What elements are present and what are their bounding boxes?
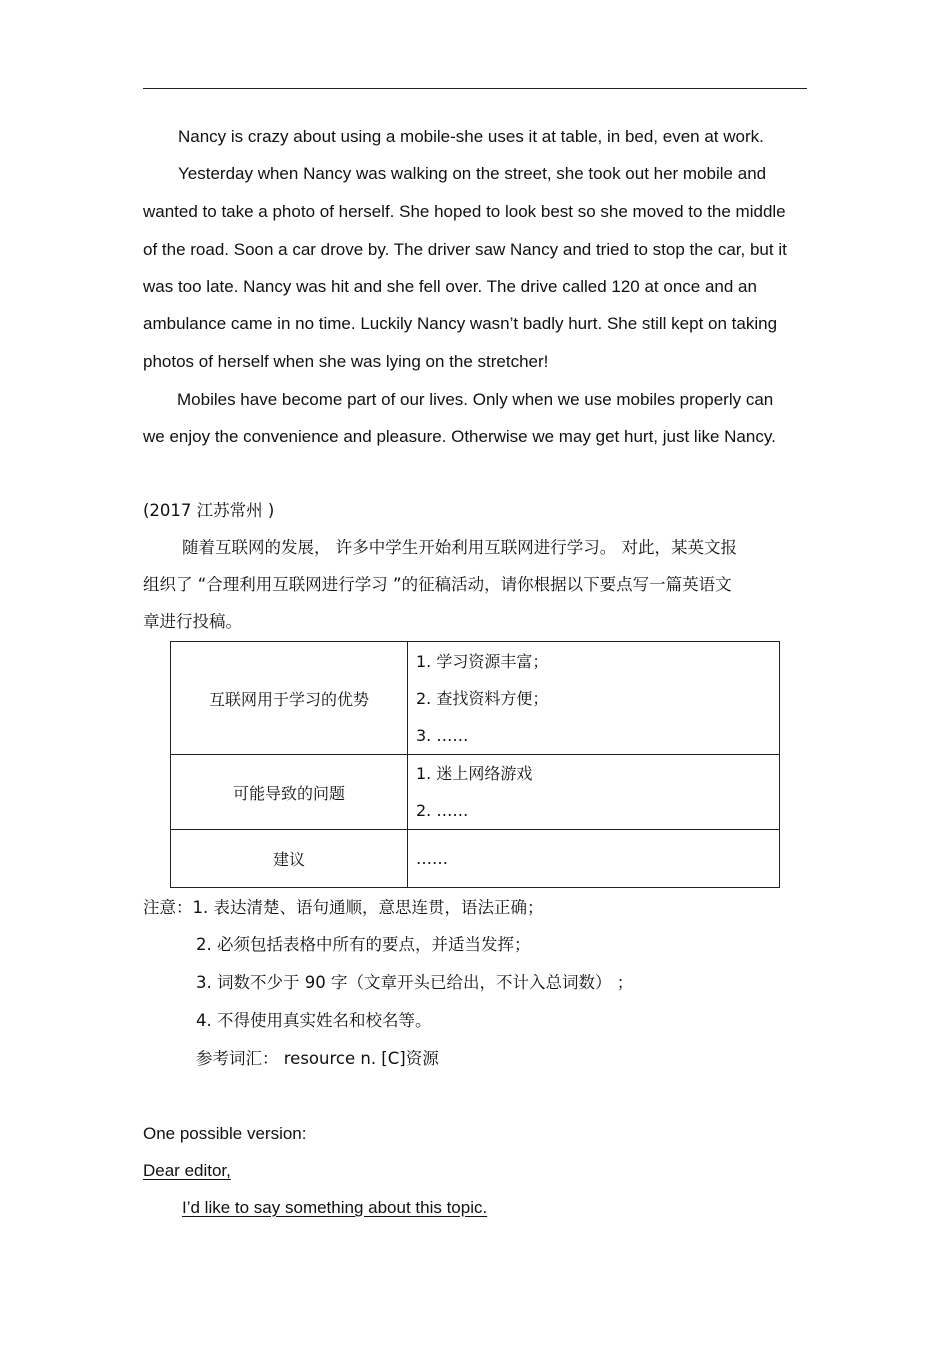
list-item: 2. 查找资料方便； (416, 688, 549, 708)
list-item: 2. …… (416, 801, 469, 820)
note-1: 注意：1. 表达清楚、语句通顺，意思连贯，语法正确； (143, 898, 544, 917)
task-source: (2017 江苏常州 ) (143, 501, 275, 520)
answer-salutation: Dear editor, (143, 1161, 231, 1180)
passage-paragraph-2-line-6: photos of herself when she was lying on the stretcher! (143, 352, 549, 371)
table-row-label: 可能导致的问题 (171, 755, 408, 830)
requirements-table (170, 641, 780, 888)
passage-paragraph-2-line-4: was too late. Nancy was hit and she fell over. The drive called 120 at once and an (143, 277, 757, 296)
passage-paragraph-3-line-1: Mobiles have become part of our lives. Only when we use mobiles properly can (177, 390, 774, 409)
table-row-label: 互联网用于学习的优势 (171, 642, 408, 755)
note-4: 4. 不得使用真实姓名和校名等。 (196, 1011, 432, 1030)
passage-paragraph-3-line-2: we enjoy the convenience and pleasure. Otherwise we may get hurt, just like Nancy. (143, 427, 776, 446)
table-row-items (408, 642, 780, 755)
task-intro-line-2: 组织了 “合理利用互联网进行学习 ”的征稿活动，请你根据以下要点写一篇英语文 (143, 575, 732, 594)
table-row-label: 建议 (171, 830, 408, 888)
answer-opening: I’d like to say something about this topic. (182, 1198, 488, 1217)
task-intro-line-3: 章进行投稿。 (143, 612, 242, 631)
passage-paragraph-1: Nancy is crazy about using a mobile-she uses it at table, in bed, even at work. (178, 127, 764, 146)
answer-heading: One possible version: (143, 1124, 307, 1143)
passage-paragraph-2-line-5: ambulance came in no time. Luckily Nancy wasn’t badly hurt. She still kept on taking (143, 314, 778, 333)
vocabulary-note: 参考词汇： resource n. [C]资源 (196, 1049, 439, 1068)
task-intro-line-1: 随着互联网的发展， 许多中学生开始利用互联网进行学习。 对此，某英文报 (182, 538, 737, 557)
table-row-items (408, 830, 780, 888)
header-rule (143, 88, 807, 89)
passage-paragraph-2-line-2: wanted to take a photo of herself. She hoped to look best so she moved to the middle (143, 202, 786, 221)
table-row (171, 830, 780, 888)
list-item: …… (416, 849, 448, 868)
list-item: 1. 迷上网络游戏 (416, 764, 533, 783)
table-row (171, 755, 780, 830)
table-row-items (408, 755, 780, 830)
passage-paragraph-2-line-3: of the road. Soon a car drove by. The driver saw Nancy and tried to stop the car, but it (143, 240, 787, 259)
note-3: 3. 词数不少于 90 字（文章开头已给出，不计入总词数） ； (196, 973, 634, 992)
list-item: 3. …… (416, 725, 469, 745)
note-2: 2. 必须包括表格中所有的要点，并适当发挥； (196, 935, 531, 954)
passage-paragraph-2-line-1: Yesterday when Nancy was walking on the street, she took out her mobile and (178, 164, 767, 183)
list-item: 1. 学习资源丰富； (416, 651, 549, 671)
table-row (171, 642, 780, 755)
